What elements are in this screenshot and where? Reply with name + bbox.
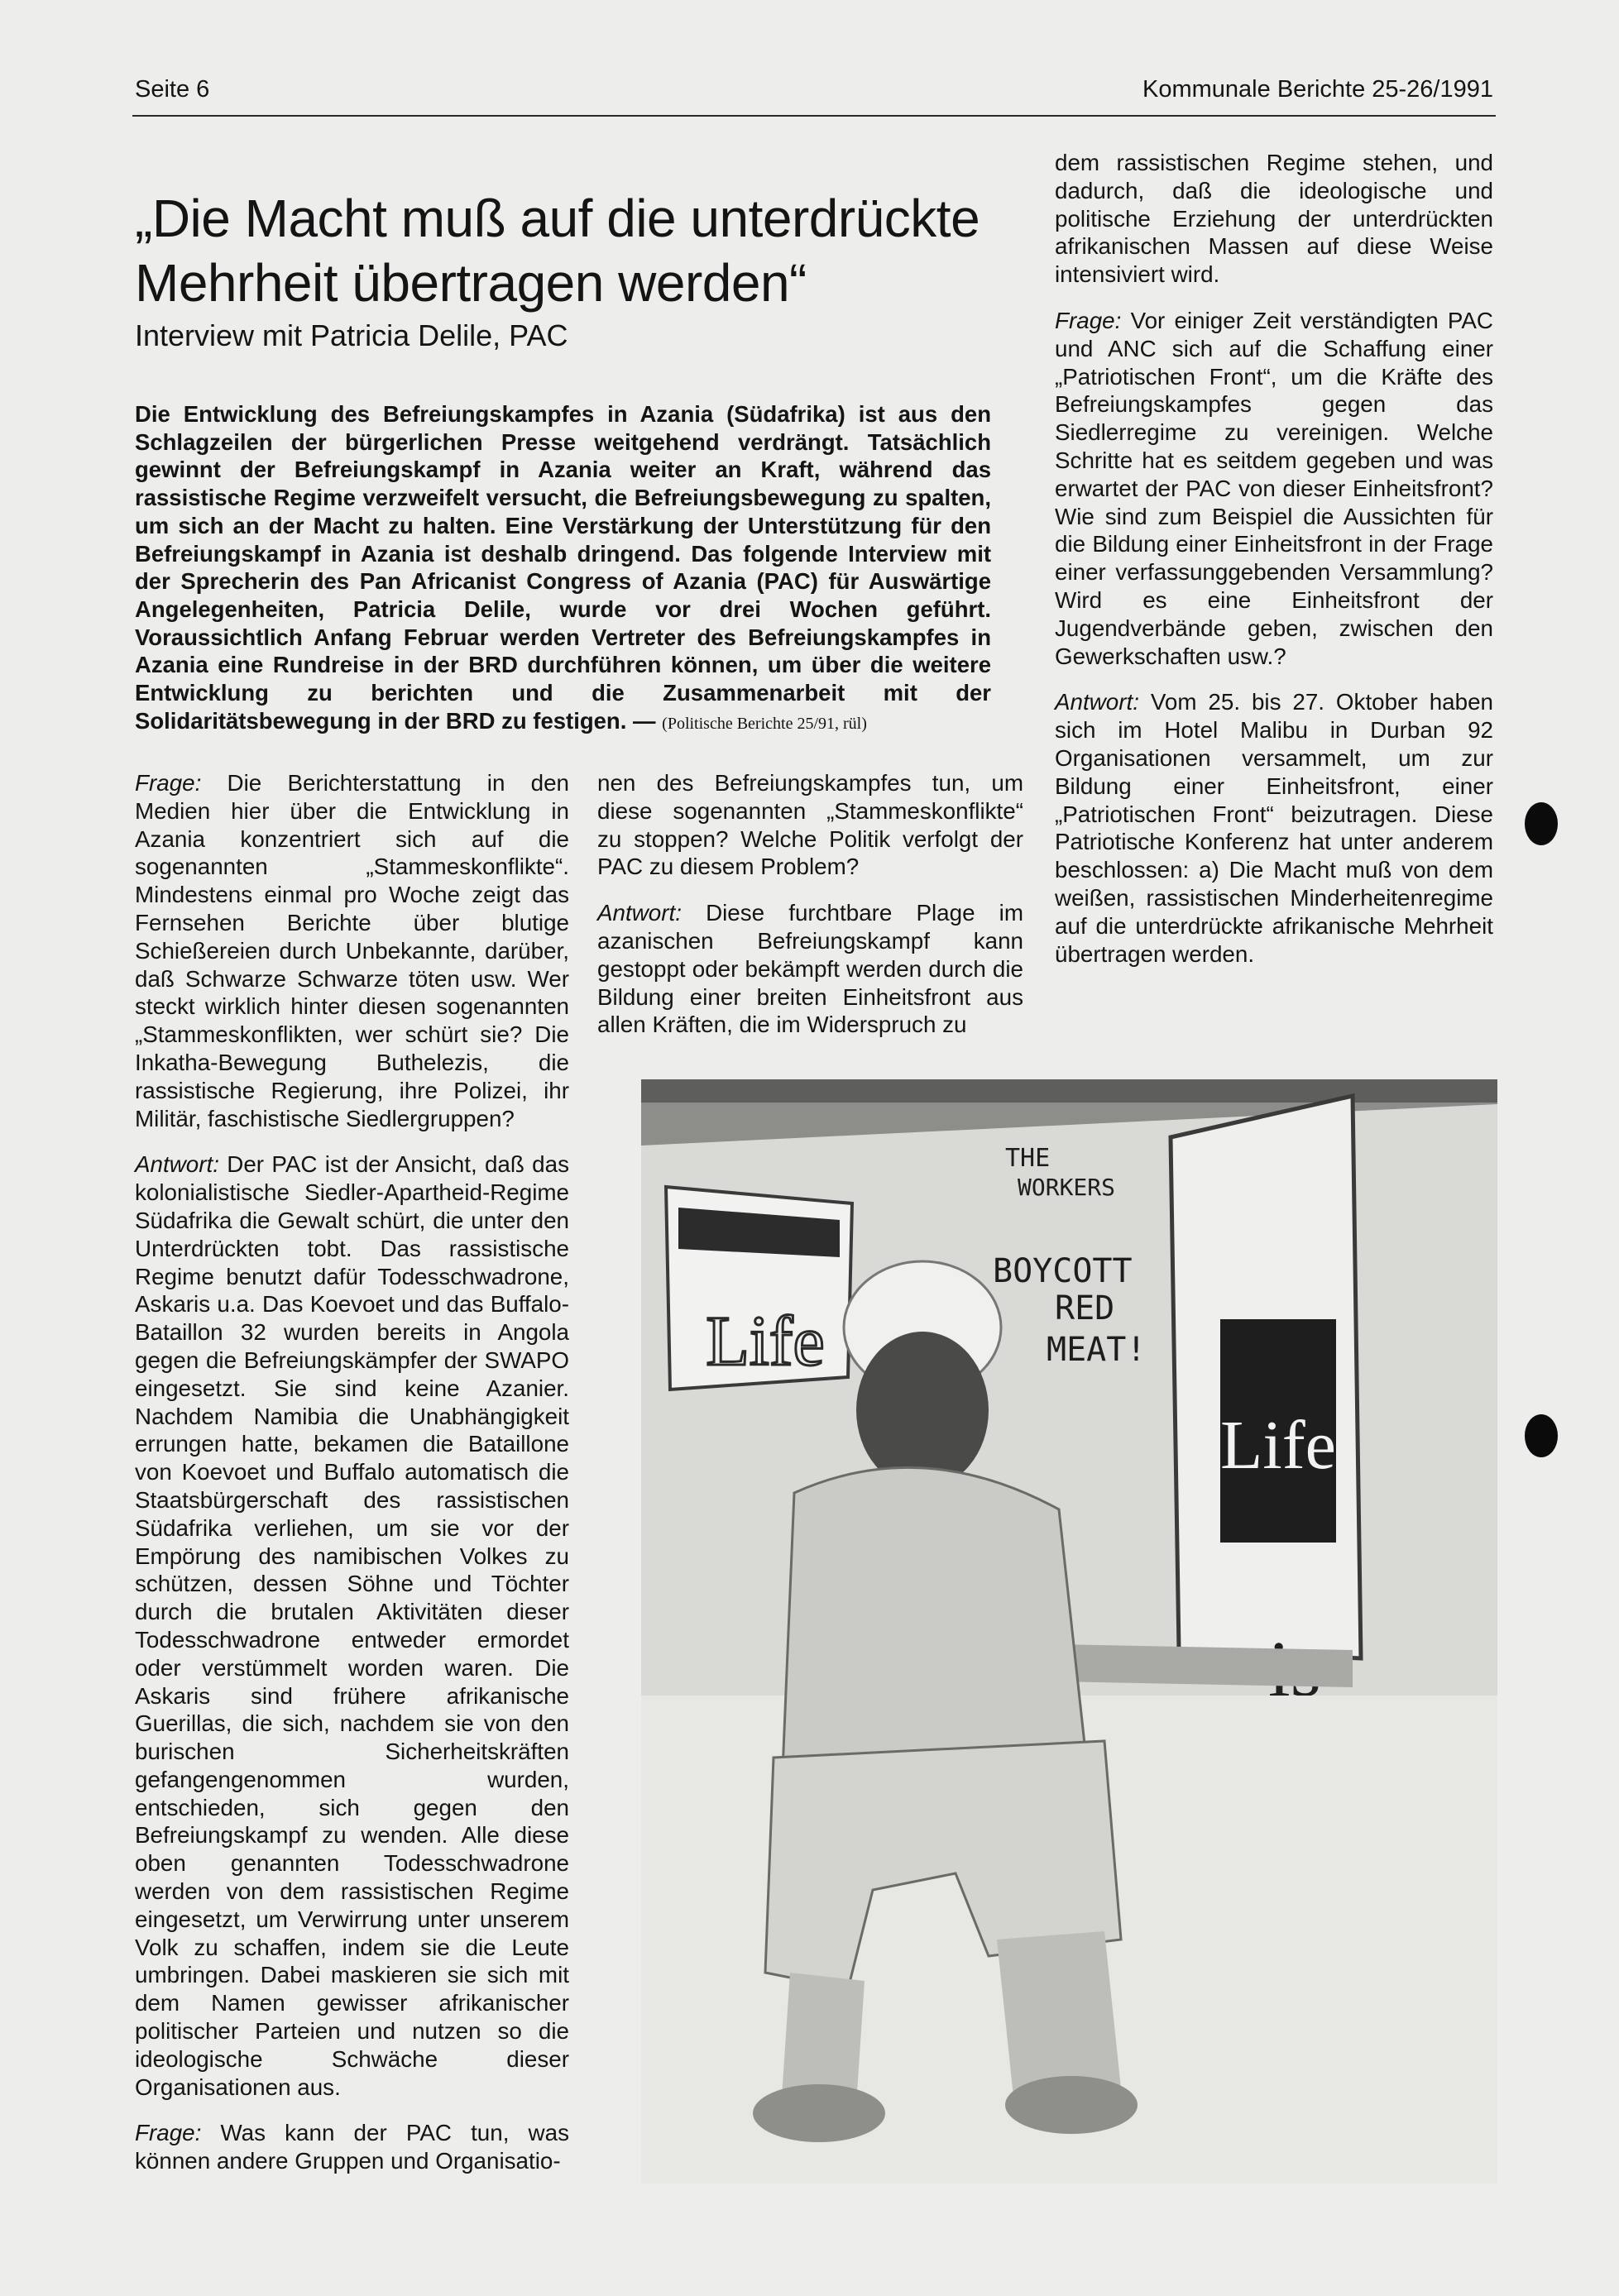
paragraph-text: Vom 25. bis 27. Oktober haben sich im Hotel Malibu in Durban 92 Organisationen versammelt, um zur Bildung einer Einheitsfront, einer „Patriotischen Front“ beizutragen. Diese Patriotische Konferenz hat unter anderem beschlossen: a) Die Macht muß von dem weißen, rassistischen Minderheitenregime auf die unterdrückte afrikanische Mehrheit übertragen werden. bbox=[1055, 689, 1493, 967]
speaker-label: Frage: bbox=[135, 2120, 202, 2146]
sign-left-text: Life bbox=[706, 1301, 825, 1380]
paragraph bbox=[597, 899, 1023, 1039]
column-middle bbox=[597, 769, 1023, 1057]
article-lead bbox=[135, 400, 991, 738]
article-title: „Die Macht muß auf die unterdrückte Mehrheit übertragen werden“ bbox=[135, 189, 980, 313]
speaker-label: Antwort: bbox=[135, 1151, 219, 1178]
sign-right-top-text: Life bbox=[1220, 1407, 1336, 1484]
lead-credit: (Politische Berichte 25/91, rül) bbox=[662, 714, 867, 733]
paragraph bbox=[135, 769, 569, 1132]
paragraph-text: Was kann der PAC tun, was können andere Gruppen und Organisatio- bbox=[135, 2120, 569, 2174]
speaker-label: Frage: bbox=[135, 770, 202, 796]
speaker-label: Frage: bbox=[1055, 307, 1122, 333]
paragraph-text: Die Berichterstattung in den Medien hier über die Entwicklung in Azania konzentriert sich auf die sogenannten „Stammeskonflikte“. Mindestens einmal pro Woche zeigt das Fernsehen Berichte über blutige Schießereien durch Unbekannte, darüber, daß Schwarze Schwarze töten usw. Wer steckt wirklich hinter diesen sogenannten „Stammeskonflikten, wer schürt sie? Die Inkatha-Bewegung Buthelezis, die rassistische Regierung, ihre Polizei, ihr Militär, faschistische Siedlergruppen? bbox=[135, 770, 569, 1131]
paragraph-text: Der PAC ist der Ansicht, daß das kolonialistische Siedler-Apartheid-Regime Südafrika die Gewalt schürt, die unter den Unterdrückten tobt. Das rassistische Regime benutzt dafür Todesschwadrone, Askaris u.a. Das Koevoet und das Buffalo-Bataillon 32 wurden bereits in Angola gegen die Befreiungskämpfer der SWAPO eingesetzt. Sie sind keine Azanier. Nachdem Namibia die Unabhängigkeit errungen hatte, bekamen die Bataillone von Koevoet und Buffalo automatisch die Staatsbürgerschaft des rassistischen Südafrika verliehen, um sie vor der Empörung des namibischen Volkes zu schützen, dessen Söhne und Töchter durch die brutalen Aktivitäten dieser Todesschwadrone entweder ermordet oder verstümmelt worden waren. Die Askaris sind frühere afrikanische Guerillas, die sich, nachdem sie von den burischen Sicherheitskräften gefangengenommen wurden, entschieden, sich gegen den Befreiungskampf zu wenden. Alle diese oben genannten Todesschwadrone werden von dem rassistischen Regime eingesetzt, um Verwirrung unter unserem Volk zu schaffen, indem sie die Leute umbringen. Dabei maskieren sie sich mit dem Namen gewisser afrikanischer politischer Parteien und nutzen so die ideologische Schwäche dieser Organisationen aus. bbox=[135, 1151, 569, 2100]
column-right bbox=[1055, 149, 1493, 986]
punch-hole bbox=[1525, 1414, 1558, 1457]
paragraph bbox=[135, 2119, 569, 2175]
paragraph bbox=[597, 769, 1023, 881]
article-subtitle: Interview mit Patricia Delile, PAC bbox=[135, 318, 568, 352]
paragraph bbox=[1055, 688, 1493, 968]
graffiti-line: MEAT! bbox=[1047, 1331, 1147, 1369]
graffiti-line: RED bbox=[1055, 1289, 1115, 1327]
paragraph-text: Vor einiger Zeit verständigten PAC und ANC sich auf die Schaffung einer „Patriotischen Front“, um die Kräfte des Befreiungskampfes gegen das Siedlerregime zu vereinigen. Welche Schritte hat es seitdem gegeben und was erwartet der PAC von dieser Einheitsfront? Wie sind zum Beispiel die Aussichten für die Bildung einer Einheitsfront in der Frage einer verfassunggebenden Versammlung? Wird es eine Einheitsfront der Jugendverbände geben, zwischen den Gewerkschaften usw.? bbox=[1055, 307, 1493, 669]
paragraph-text: dem rassistischen Regime stehen, und dadurch, daß die ideologische und politische Erziehung der unterdrückten afrikanischen Massen auf diese Weise intensiviert wird. bbox=[1055, 150, 1493, 288]
header-rule bbox=[132, 115, 1496, 117]
graffiti-line: BOYCOTT bbox=[993, 1252, 1133, 1290]
page-number: Seite 6 bbox=[135, 76, 210, 103]
speaker-label: Antwort: bbox=[1055, 689, 1139, 715]
photo-man-at-bus-shelter bbox=[641, 1079, 1497, 2184]
graffiti-line: WORKERS bbox=[1018, 1174, 1116, 1201]
punch-hole bbox=[1525, 802, 1558, 845]
column-left bbox=[135, 769, 569, 2193]
paragraph bbox=[1055, 307, 1493, 670]
paragraph-text: nen des Befreiungskampfes tun, um diese sogenannten „Stammeskonflikte“ zu stoppen? Welche Politik verfolgt der PAC zu diesem Problem? bbox=[597, 770, 1023, 880]
paragraph bbox=[1055, 149, 1493, 289]
graffiti-line: THE bbox=[1005, 1144, 1051, 1173]
speaker-label: Antwort: bbox=[597, 900, 682, 926]
paragraph-text: Diese furchtbare Plage im azanischen Befreiungskampf kann gestoppt oder bekämpft werden durch die Bildung einer breiten Einheitsfront aus allen Kräften, die im Widerspruch zu bbox=[597, 900, 1023, 1038]
journal-issue: Kommunale Berichte 25-26/1991 bbox=[1142, 76, 1493, 103]
billboard-left bbox=[666, 1187, 852, 1390]
paragraph bbox=[135, 1150, 569, 2101]
lead-text: Die Entwicklung des Befreiungskampfes in Azania (Südafrika) ist aus den Schlagzeilen der bürgerlichen Presse weitgehend verdrängt. Tatsächlich gewinnt der Befreiungskampf in Azania weiter an Kraft, während das rassistische Regime verzweifelt versucht, die Befreiungsbewegung zu spalten, um sich an der Macht zu halten. Eine Verstärkung der Unterstützung für den Befreiungskampf in Azania ist deshalb dringend. Das folgende Interview mit der Sprecherin des Pan Africanist Congress of Azania (PAC) für Auswärtige Angelegenheiten, Patricia Delile, wurde vor drei Wochen geführt. Voraussichtlich Anfang Februar werden Vertreter des Befreiungskampfes in Azania eine Rundreise in der BRD durchführen können, um über die weitere Entwicklung zu berichten und die Zusammenarbeit mit der Solidaritätsbewegung in der BRD zu festigen. — bbox=[135, 401, 991, 734]
